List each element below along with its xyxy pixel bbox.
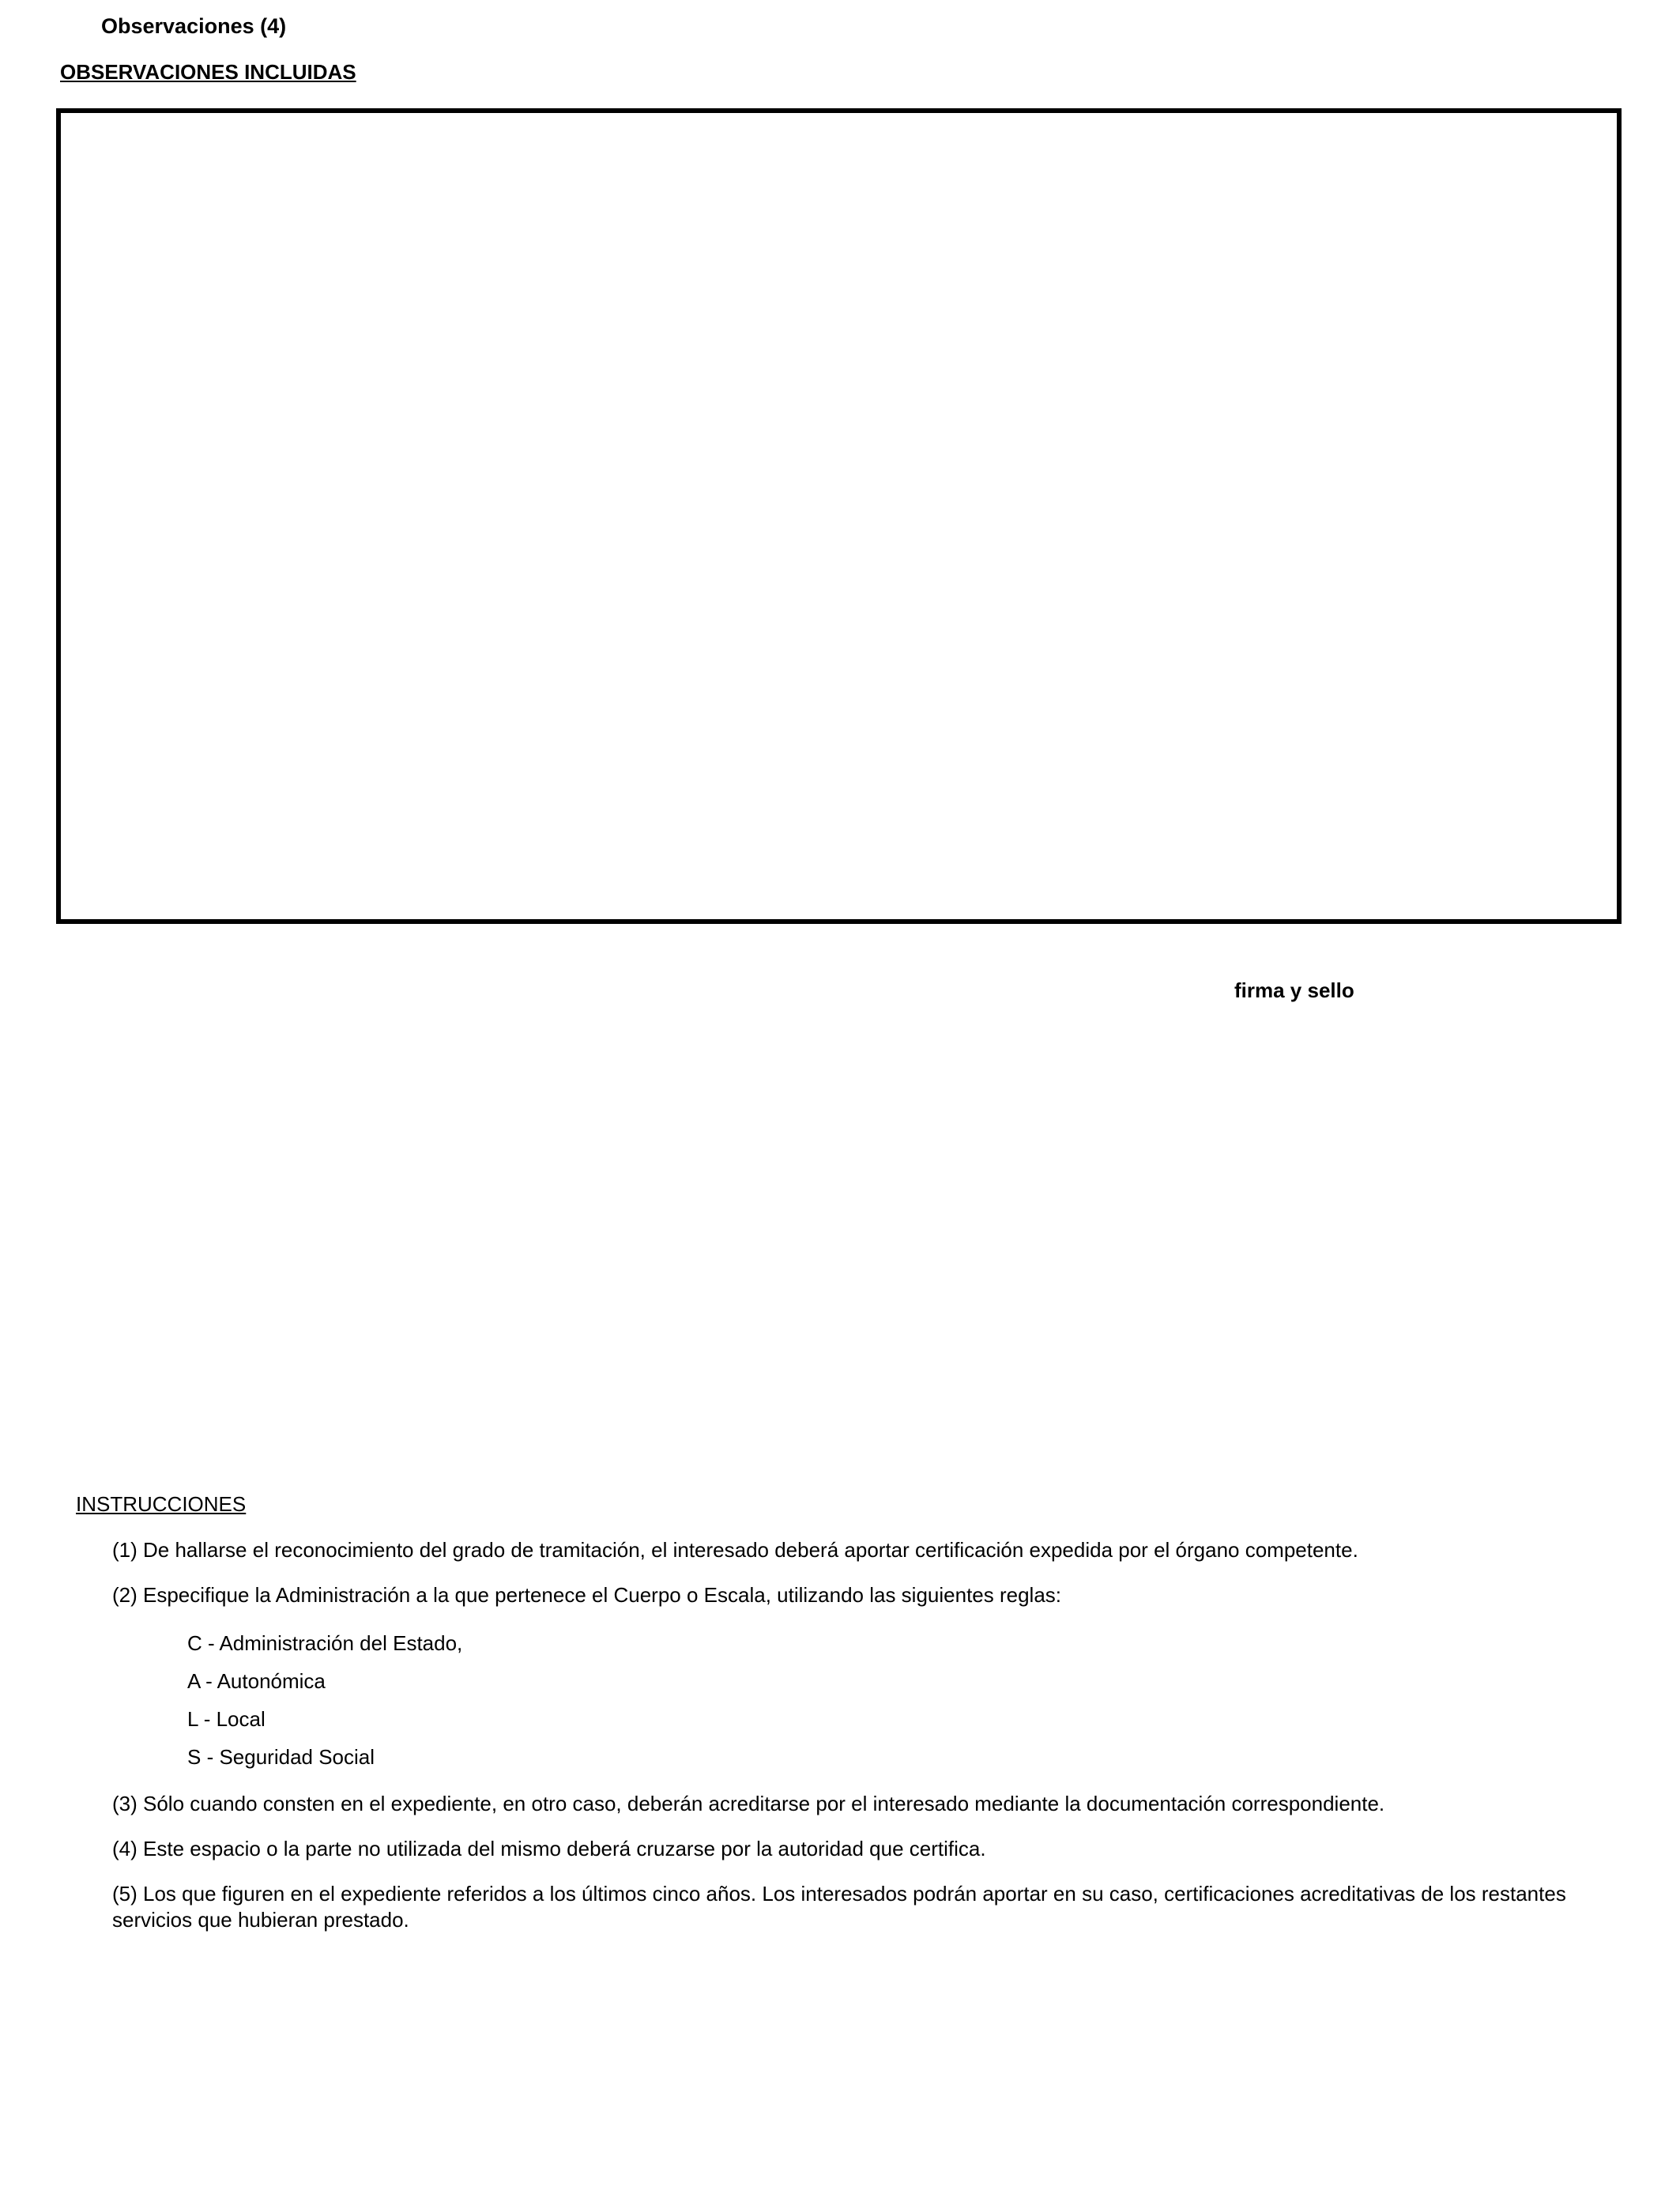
instruction-item-3: (3) Sólo cuando consten en el expediente, en otro caso, deberán acreditarse por el interesado mediante la documentación correspondiente. [112, 1792, 1385, 1815]
instructions-heading: INSTRUCCIONES [76, 1492, 247, 1516]
instruction-subitem-l: L - Local [187, 1707, 266, 1731]
instruction-item-4: (4) Este espacio o la parte no utilizada del mismo deberá cruzarse por la autoridad que certifica. [112, 1837, 986, 1860]
instructions-section [76, 1492, 1609, 1952]
observations-box [56, 108, 1622, 924]
observations-section-heading: OBSERVACIONES INCLUIDAS [60, 60, 356, 84]
page-title: Observaciones (4) [101, 14, 287, 38]
instruction-subitem-a: A - Autonómica [187, 1669, 326, 1693]
signature-and-seal-label: firma y sello [1234, 978, 1354, 1002]
instruction-item-1: (1) De hallarse el reconocimiento del grado de tramitación, el interesado deberá aportar certificación expedida por el órgano competente. [112, 1538, 1358, 1562]
instruction-item-5: (5) Los que figuren en el expediente referidos a los últimos cinco años. Los interesados podrán aportar en su caso, certificaciones acreditativas de los restantes servicios que hubieran prestado. [112, 1882, 1566, 1932]
instruction-item-2-sublist [187, 1630, 1609, 1770]
instruction-item-2: (2) Especifique la Administración a la que pertenece el Cuerpo o Escala, utilizando las siguientes reglas: [112, 1583, 1062, 1607]
instruction-subitem-c: C - Administración del Estado, [187, 1631, 463, 1655]
instruction-subitem-s: S - Seguridad Social [187, 1745, 375, 1769]
